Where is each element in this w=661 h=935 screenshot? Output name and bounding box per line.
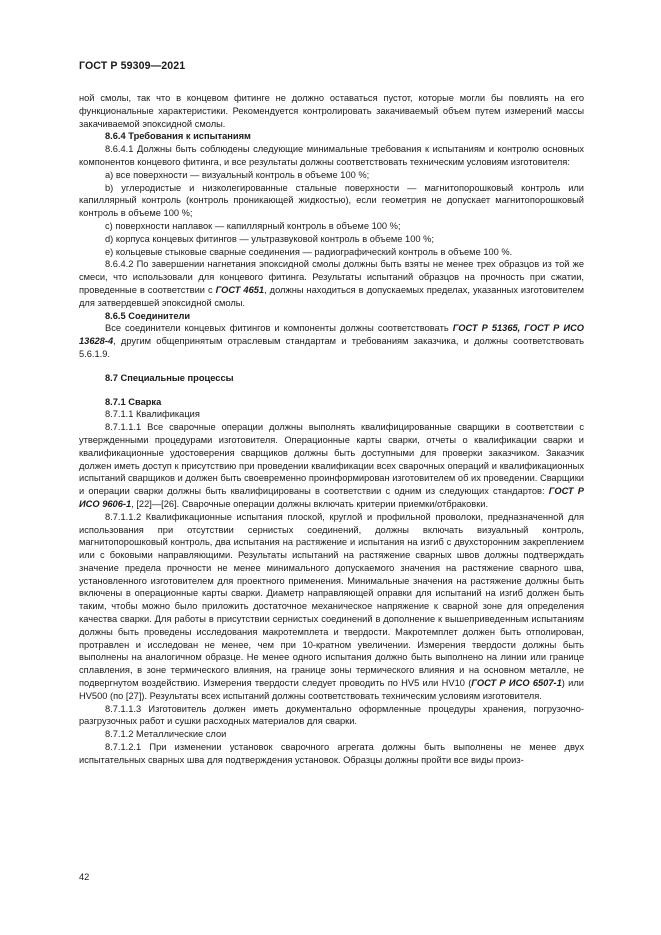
list-item-c: с) поверхности наплавок — капиллярный контроль в объеме 100 %; xyxy=(105,220,401,231)
standard-reference: ГОСТ Р 51365, ГОСТ Р ИСО 13628-4 xyxy=(79,323,585,347)
list-item-b: b) углеродистые и низколегированные стальные поверхности — магнитопорошковый контроль или капиллярный контроль (контроль проникающей жидкостью), если геометрия не допускает магнитопорошковый контроль в объеме 100 %; xyxy=(79,182,584,219)
text-run: 8.7.1.1.1 Все сварочные операции должны выполнять квалифицированные сварщики в соответствии с утвержденными процедурами изготовителя. Операционные карты сварки, отчеты о квалификации сварки и квалификационные удостоверения сварщиков должны быть доступными для проверки заказчиком. Заказчик должен иметь доступ к присутствию при проведении квалификации всех сварочных операций и квалификационных испытаний сварщиков и должен быть своевременно проинформирован изготовителем об их проведении. Сварщики и операции сварки должны быть квалифицированы в соответствии с одним из следующих стандартов: xyxy=(79,422,584,497)
list-item-d: d) корпуса концевых фитингов — ультразвуковой контроль в объеме 100 %; xyxy=(105,233,434,244)
paragraph-8-6-4-1: 8.6.4.1 Должны быть соблюдены следующие минимальные требования к испытаниям и контролю основных компонентов концевого фитинга, и все результаты должны соответствовать техническим условиям изготовителя: xyxy=(79,144,584,167)
text-run: ) или HV500 (по [27]). Результаты всех испытаний должны соответствовать техническим условиям изготовителя. xyxy=(79,678,584,701)
section-gap xyxy=(79,361,584,372)
standard-reference: ГОСТ Р ИСО 9606-1 xyxy=(79,486,584,509)
standard-reference: ГОСТ 4651 xyxy=(215,284,265,295)
paragraph-8-6-5 xyxy=(79,322,584,360)
text-run: 8.6.4.2 По завершении нагнетания эпоксидной смолы должны быть взяты не менее трех образцов из той же смеси, что использовали для концевого фитинга. Результаты испытаний образцов на прочность при сжатии, проведенные в соответствии с xyxy=(79,259,584,295)
heading-8-7: 8.7 Специальные процессы xyxy=(105,372,234,383)
paragraph-8-7-1-2-1: 8.7.1.2.1 При изменении установок сварочного агрегата должны быть выполнены не менее двух испытательных сварных шва для подтверждения установок. Образцы должны пройти все виды произ- xyxy=(79,742,584,765)
paragraph-continuation: ной смолы, так что в концевом фитинге не должно оставаться пустот, которые могли бы повлиять на его функциональные характеристики. Рекомендуется контролировать закачиваемый объем путем измерений массы закачиваемой эпоксидной смолы. xyxy=(79,93,584,129)
text-run: , должны находиться в допускаемых пределах, указанных изготовителем для затвердевшей эпоксидной смолы. xyxy=(79,284,585,308)
page-number: 42 xyxy=(79,872,90,882)
page-body xyxy=(79,92,584,767)
page-header-standard-id: ГОСТ Р 59309—2021 xyxy=(79,60,186,72)
section-gap xyxy=(79,385,584,396)
heading-8-7-1-2: 8.7.1.2 Металлические слои xyxy=(105,729,227,740)
heading-8-6-4: 8.6.4 Требования к испытаниям xyxy=(105,131,251,142)
text-run: , другим общепринятым отраслевым стандартам и требованиям заказчика, и должны соответствовать 5.6.1.9. xyxy=(79,336,584,359)
text-run: 8.7.1.1.2 Квалификационные испытания плоской, круглой и профильной проволоки, предназначенной для использования при отсутствии сернистых соединений, должны включать визуальный контроль, магнитопорошковый контроль, два испытания на растяжение и испытания на изгиб с двухсторонним закреплением или с боковыми направляющими. Результаты испытаний на растяжение сварных швов должны подтверждать значение предела прочности не менее минимального допускаемого значения на растяжение сварного шва, установленного изготовителем для проектного применения. Минимальные значения на растяжение должны быть включены в операционные карты сварки. Диаметр направляющей оправки для испытаний на изгиб должен быть таким, чтобы можно было приложить достаточное механическое напряжение к сварной зоне для определения качества сварки. Для работы в присутствии сернистых соединений в дополнение к вышеприведенным испытаниям должны быть проведены исследования макротемплета и твердости. Макротемплет должен быть отполирован, протравлен и исследован не менее, чем при 10-кратном увеличении. Измерения твердости должны быть выполнены на аналогичном образце. Не менее одного испытания должно быть выполнено на линии или границе сплавления, в зоне термического влияния, на границе зоны термического влияния и на основном металле, не подвергнутом воздействию. Измерения твердости следует проводить по HV5 или HV10 ( xyxy=(79,511,584,689)
list-item-e: е) кольцевые стыковые сварные соединения — радиографический контроль в объеме 100 %. xyxy=(105,246,513,257)
paragraph-8-7-1-1-2 xyxy=(79,511,584,703)
paragraph-8-7-1-1-3: 8.7.1.1.3 Изготовитель должен иметь документально оформленные процедуры хранения, погрузочно-разгрузочных работ и сушки расходных материалов для сварки. xyxy=(79,703,584,727)
list-item-a: а) все поверхности — визуальный контроль в объеме 100 %; xyxy=(105,169,370,180)
heading-8-7-1: 8.7.1 Сварка xyxy=(105,396,162,407)
standard-reference: ГОСТ Р ИСО 6507-1 xyxy=(471,678,562,689)
text-run: Все соединители концевых фитингов и компоненты должны соответствовать xyxy=(105,323,453,334)
paragraph-8-6-4-2 xyxy=(79,258,584,309)
heading-8-7-1-1: 8.7.1.1 Квалификация xyxy=(105,409,200,420)
paragraph-8-7-1-1-1 xyxy=(79,421,584,511)
heading-8-6-5: 8.6.5 Соединители xyxy=(105,310,191,321)
text-run: , [22]—[26]. Сварочные операции должны включать критерии приемки/отбраковки. xyxy=(131,498,489,509)
